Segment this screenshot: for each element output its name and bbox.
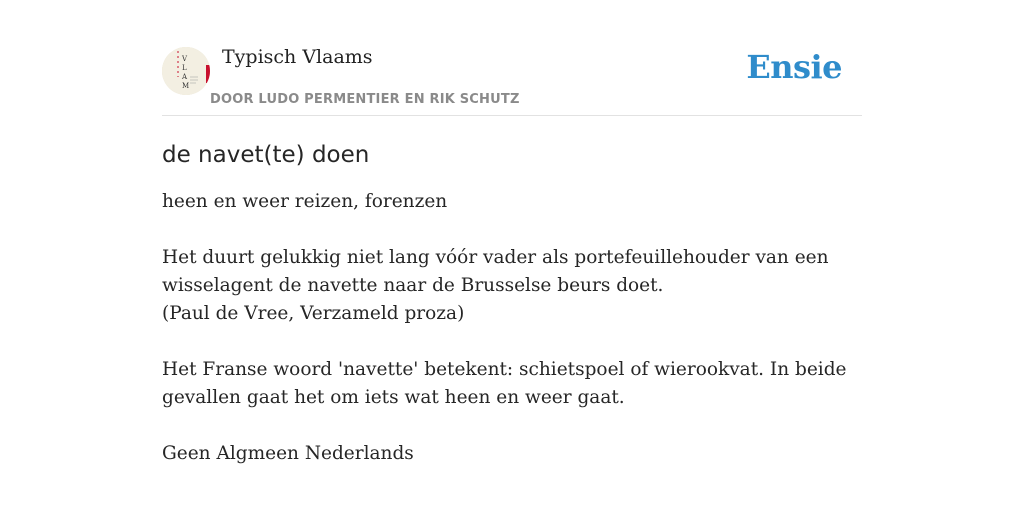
ensie-logo[interactable]: Ensie	[746, 48, 842, 86]
entry-definition: heen en weer reizen, forenzen	[162, 191, 448, 212]
svg-text:A: A	[182, 73, 188, 81]
book-title[interactable]: Typisch Vlaams	[222, 46, 373, 68]
svg-text:M: M	[182, 82, 190, 90]
entry-note: Geen Algmeen Nederlands	[162, 443, 414, 464]
entry-explanation: Het Franse woord 'navette' betekent: schietspoel of wierookvat. In beide gevallen gaat het om iets wat heen en weer gaat.	[162, 359, 847, 408]
entry-body	[162, 188, 866, 468]
entry-term: de navet(te) doen	[162, 142, 370, 168]
authors-byline: DOOR LUDO PERMENTIER EN RIK SCHUTZ	[210, 92, 520, 107]
entry-quote-source: (Paul de Vree, Verzameld proza)	[162, 303, 465, 324]
source-header	[162, 44, 862, 116]
book-cover-icon[interactable]	[162, 47, 210, 95]
svg-text:V: V	[182, 55, 188, 63]
entry-quote: Het duurt gelukkig niet lang vóór vader als portefeuillehouder van een wisselagent de navette naar de Brusselse beurs doet.	[162, 247, 829, 296]
entry-content	[162, 136, 866, 468]
svg-text:L: L	[182, 64, 187, 72]
